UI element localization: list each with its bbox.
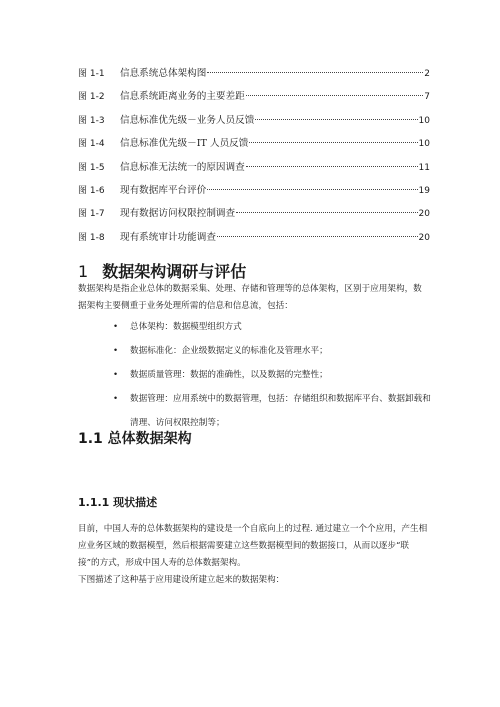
figure-label: 图 1-1 (78, 69, 105, 79)
figure-title: 现有数据库平台评价 (120, 184, 207, 196)
figure-page-number: 2 (424, 69, 430, 79)
section-number: 1 (78, 262, 89, 281)
figure-label: 图 1-5 (78, 162, 105, 173)
section-intro-paragraph: 数据架构是指企业总体的数据采集、处理、存储和管理等的总体架构，区别于应用架构，数据架构主要侧重于业务处理所需的信息和信息流，包括： (78, 284, 422, 311)
figure-page-number: 19 (418, 185, 430, 196)
list-item: • 数据标准化：企业级数据定义的标准化及管理水平； (113, 339, 431, 363)
figure-entry[interactable] (78, 62, 430, 85)
figure-entry[interactable] (78, 179, 430, 202)
section-title: 数据架构调研与评估 (102, 262, 247, 281)
figure-entry[interactable] (78, 132, 430, 155)
figure-page-number: 10 (418, 115, 430, 126)
figure-label: 图 1-4 (78, 139, 105, 150)
leader-dots (217, 236, 418, 237)
figure-label: 图 1-3 (78, 115, 105, 126)
section-heading-1 (78, 259, 246, 282)
figure-entry[interactable] (78, 202, 430, 225)
leader-dots (207, 72, 423, 73)
figure-entry[interactable] (78, 156, 430, 179)
subsubsection-heading: 1.1.1 现状描述 (78, 496, 158, 509)
list-of-figures (78, 62, 430, 249)
body-paragraph: 下图描述了这种基于应用建设所建立起来的数据架构： (78, 575, 285, 585)
figure-title: 信息系统总体架构图 (120, 68, 207, 79)
figure-page-number: 10 (418, 139, 430, 150)
leader-dots (255, 119, 417, 120)
leader-dots (207, 189, 417, 190)
figure-title: 信息标准无法统一的原因调查 (120, 161, 245, 173)
figure-title: 信息标准优先级－IT 人员反馈 (120, 138, 249, 150)
leader-dots (249, 142, 417, 143)
leader-dots (236, 212, 417, 213)
subsection-heading: 1.1 总体数据架构 (78, 431, 192, 447)
figure-entry[interactable] (78, 109, 430, 132)
figure-label: 图 1-6 (78, 185, 105, 196)
figure-label: 图 1-7 (78, 209, 105, 220)
figure-title: 信息标准优先级－业务人员反馈 (120, 114, 255, 126)
figure-title: 现有数据访问权限控制调查 (120, 208, 236, 220)
figure-entry[interactable] (78, 226, 430, 249)
figure-page-number: 20 (418, 232, 430, 243)
figure-entry[interactable] (78, 85, 430, 108)
list-item: • 总体架构：数据模型组织方式 (113, 315, 431, 339)
figure-title: 信息系统距离业务的主要差距 (120, 91, 245, 103)
figure-label: 图 1-2 (78, 92, 105, 103)
list-item: • 数据管理：应用系统中的数据管理，包括：存储组织和数据库平台、数据卸载和清理、访问权限控制等； (113, 387, 431, 435)
list-item: • 数据质量管理：数据的准确性，以及数据的完整性； (113, 363, 431, 387)
figure-page-number: 7 (424, 92, 430, 103)
bullet-list (113, 315, 431, 435)
body-paragraph: 目前，中国人寿的总体数据架构的建设是一个自底向上的过程. 通过建立一个个应用，产生相应业务区域的数据模型，然后根据需要建立这些数据模型间的数据接口，从而以逐步“联接”的方式，形成中国人寿的总体数据架构。 (78, 524, 428, 568)
leader-dots (246, 166, 418, 167)
figure-page-number: 20 (418, 209, 430, 220)
figure-title: 现有系统审计功能调查 (120, 231, 216, 243)
leader-dots (246, 95, 424, 96)
figure-page-number: 11 (418, 162, 430, 173)
figure-label: 图 1-8 (78, 232, 105, 243)
